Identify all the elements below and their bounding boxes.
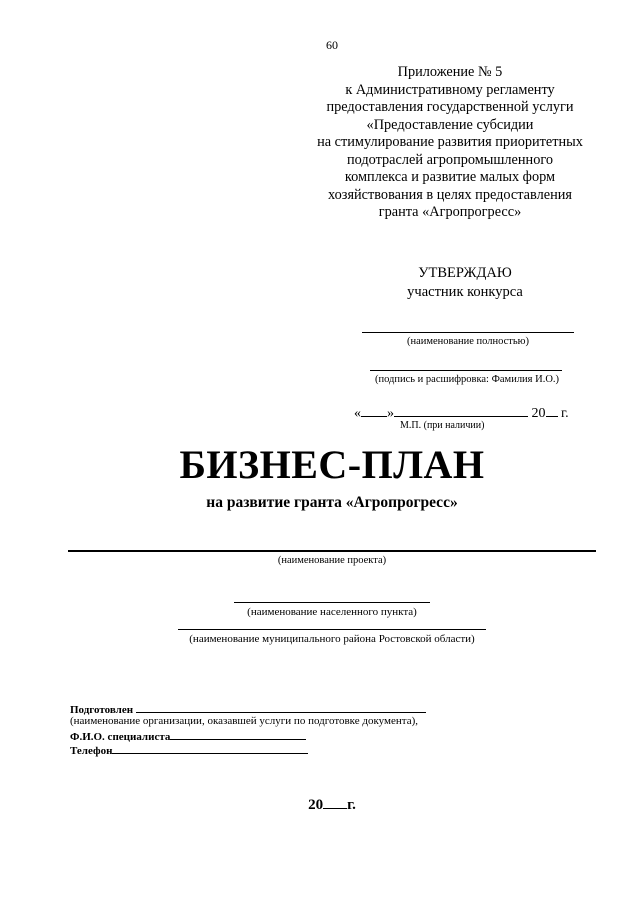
- appendix-line: предоставления государственной услуги: [326, 99, 574, 115]
- phone-row: [70, 743, 308, 757]
- name-line[interactable]: [362, 332, 574, 333]
- project-caption: (наименование проекта): [277, 555, 387, 566]
- document-year: [0, 795, 640, 814]
- appendix-header: [300, 64, 600, 222]
- settlement-line[interactable]: [234, 602, 430, 603]
- date-month-field[interactable]: [394, 403, 528, 417]
- appendix-line: к Административному регламенту: [345, 81, 555, 98]
- document-subtitle: на развитие гранта «Агропрогресс»: [206, 494, 458, 511]
- appendix-line: «Предоставление субсидии: [366, 116, 534, 133]
- stamp-caption: М.П. (при наличии): [400, 420, 485, 431]
- date-close-quote: »: [387, 406, 394, 421]
- phone-label: Телефон: [70, 745, 113, 757]
- date-year-suffix: г.: [561, 406, 569, 421]
- name-caption: (наименование полностью): [406, 336, 530, 347]
- date-day-field[interactable]: [361, 403, 387, 417]
- approval-role: участник конкурса: [407, 284, 523, 300]
- appendix-line: на стимулирование развития приоритетных: [317, 134, 583, 150]
- date-year-field[interactable]: [546, 403, 558, 417]
- prepared-field[interactable]: [136, 702, 426, 713]
- settlement-caption: (наименование населенного пункта): [247, 606, 417, 618]
- specialist-label: Ф.И.О. специалиста: [70, 731, 171, 743]
- project-line[interactable]: [68, 550, 596, 552]
- appendix-line: хозяйствования в целях предоставления: [328, 186, 572, 203]
- approval-title: УТВЕРЖДАЮ: [418, 265, 512, 281]
- year-prefix: 20: [308, 797, 324, 813]
- signature-line[interactable]: [370, 370, 562, 371]
- date-open-quote: «: [354, 406, 361, 421]
- document-title: БИЗНЕС-ПЛАН: [179, 442, 485, 487]
- appendix-line: Приложение № 5: [397, 64, 503, 80]
- specialist-row: [70, 729, 306, 743]
- district-line[interactable]: [178, 629, 486, 630]
- date-year-prefix: 20: [531, 406, 546, 421]
- district-caption: (наименование муниципального района Ростовской области): [189, 633, 475, 645]
- phone-field[interactable]: [112, 743, 308, 754]
- appendix-line: комплекса и развитие малых форм: [344, 169, 556, 185]
- specialist-field[interactable]: [170, 729, 306, 740]
- appendix-line: гранта «Агропрогресс»: [378, 204, 522, 220]
- prepared-note: (наименование организации, оказавшей услуги по подготовке документа),: [70, 715, 418, 727]
- year-field[interactable]: [323, 795, 347, 809]
- signature-caption: (подпись и расшифровка: Фамилия И.О.): [374, 374, 560, 385]
- prepared-label: Подготовлен: [70, 704, 134, 716]
- page-number: 60: [326, 38, 338, 52]
- appendix-line: подотраслей агропромышленного: [346, 151, 554, 168]
- year-suffix: г.: [347, 797, 356, 813]
- prepared-row: [70, 702, 426, 716]
